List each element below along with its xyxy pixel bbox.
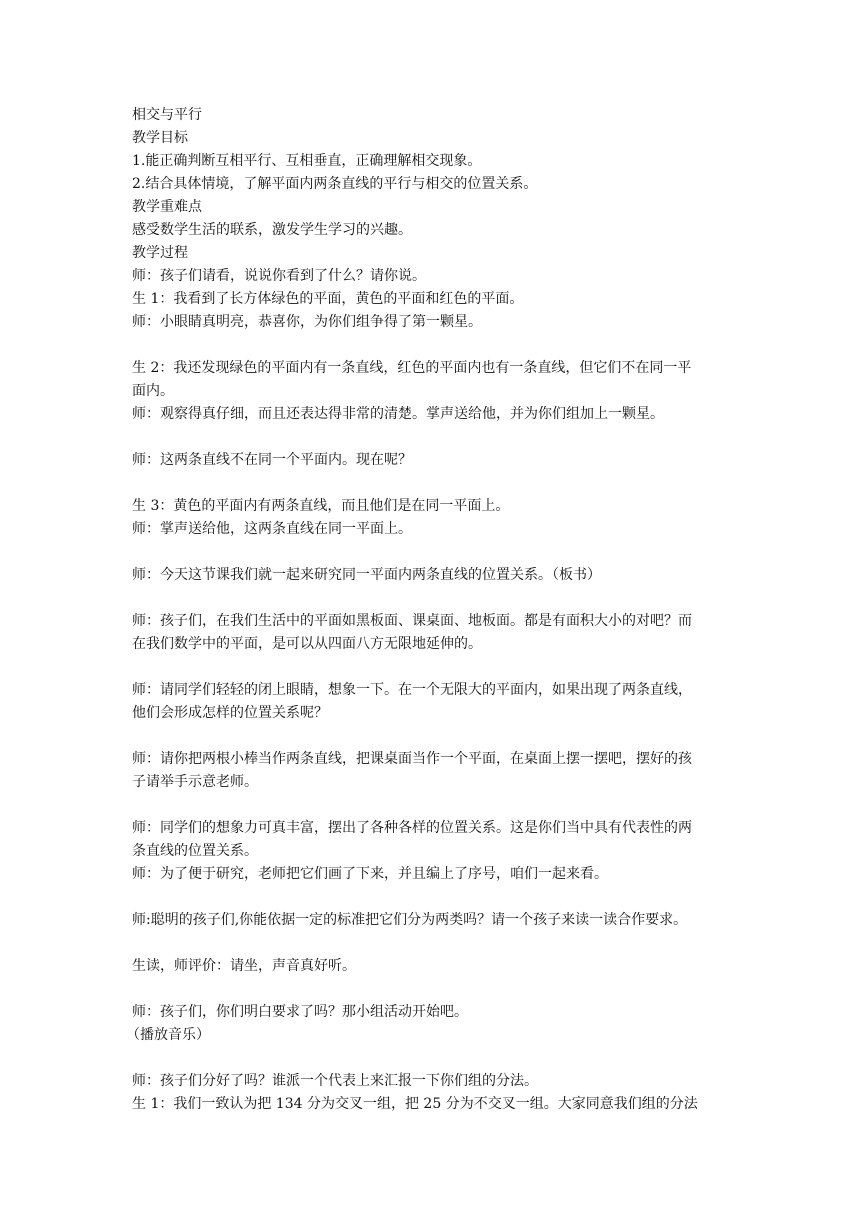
dialogue-line: 师：请你把两根小棒当作两条直线，把课桌面当作一个平面，在桌面上摆一摆吧，摆好的孩 (132, 751, 692, 767)
dialogue-line: 师：孩子们，在我们生活中的平面如黑板面、课桌面、地板面。都是有面积大小的对吧？而 (132, 613, 692, 629)
dialogue-line: 生 1：我们一致认为把 134 分为交叉一组，把 25 分为不交叉一组。大家同意我们组的分法 (132, 1096, 698, 1112)
dialogue-line: 师：今天这节课我们就一起来研究同一平面内两条直线的位置关系。（板书） (132, 567, 601, 583)
dialogue-line: 师：为了便于研究，老师把它们画了下来，并且编上了序号，咱们一起来看。 (132, 866, 608, 882)
goal-item-2: 2.结合具体情境，了解平面内两条直线的平行与相交的位置关系。 (132, 176, 538, 192)
dialogue-line: 师：这两条直线不在同一个平面内。现在呢？ (132, 452, 412, 468)
paragraph-gap (132, 541, 736, 564)
paragraph-gap (132, 472, 736, 495)
dialogue-line-continued: 面内。 (132, 383, 174, 399)
dialogue-line: 师：孩子们请看，说说你看到了什么？请你说。 (132, 268, 426, 284)
paragraph-gap (132, 886, 736, 909)
dialogue-line: 师：孩子们，你们明白要求了吗？那小组活动开始吧。 (132, 1004, 468, 1020)
stage-direction: （播放音乐） (126, 1027, 210, 1043)
dialogue-line-continued: 条直线的位置关系。 (132, 843, 258, 859)
dialogue-line: 师：观察得真仔细，而且还表达得非常的清楚。掌声送给他，并为你们组加上一颗星。 (132, 406, 664, 422)
dialogue-line: 师：掌声送给他，这两条直线在同一平面上。 (132, 521, 412, 537)
key-points-text: 感受数学生活的联系，激发学生学习的兴趣。 (132, 222, 412, 238)
goal-item-1: 1.能正确判断互相平行、互相垂直，正确理解相交现象。 (132, 153, 482, 169)
dialogue-line: 生 1：我看到了长方体绿色的平面，黄色的平面和红色的平面。 (132, 291, 524, 307)
dialogue-line-continued: 在我们数学中的平面，是可以从四面八方无限地延伸的。 (132, 636, 482, 652)
dialogue-line: 师：请同学们轻轻的闭上眼睛，想象一下。在一个无限大的平面内，如果出现了两条直线， (132, 682, 692, 698)
dialogue-line: 师:聪明的孩子们,你能依据一定的标准把它们分为两类吗？请一个孩子来读一读合作要求。 (132, 912, 688, 928)
paragraph-gap (132, 1047, 736, 1070)
paragraph-gap (132, 725, 736, 748)
dialogue-line: 师：同学们的想象力可真丰富，摆出了各种各样的位置关系。这是你们当中具有代表性的两 (132, 820, 692, 836)
dialogue-line-continued: 子请举手示意老师。 (132, 774, 258, 790)
paragraph-gap (132, 426, 736, 449)
dialogue-line: 生 3：黄色的平面内有两条直线，而且他们是在同一平面上。 (132, 498, 510, 514)
paragraph-gap (132, 587, 736, 610)
dialogue-line: 生读，师评价：请坐，声音真好听。 (132, 958, 356, 974)
dialogue-line: 生 2：我还发现绿色的平面内有一条直线，红色的平面内也有一条直线，但它们不在同一平 (132, 360, 692, 376)
paragraph-gap (132, 978, 736, 1001)
dialogue-line: 师：孩子们分好了吗？谁派一个代表上来汇报一下你们组的分法。 (132, 1073, 538, 1089)
dialogue-line-continued: 他们会形成怎样的位置关系呢？ (132, 705, 328, 721)
dialogue-line: 师：小眼睛真明亮，恭喜你，为你们组争得了第一颗星。 (132, 314, 482, 330)
paragraph-gap (132, 656, 736, 679)
heading-teaching-process: 教学过程 (132, 245, 188, 261)
document-body (126, 104, 736, 1116)
paragraph-gap (132, 932, 736, 955)
paragraph-gap (132, 334, 736, 357)
heading-key-points: 教学重难点 (132, 199, 202, 215)
document-title: 相交与平行 (132, 107, 202, 123)
paragraph-gap (132, 794, 736, 817)
heading-teaching-goals: 教学目标 (132, 130, 188, 146)
